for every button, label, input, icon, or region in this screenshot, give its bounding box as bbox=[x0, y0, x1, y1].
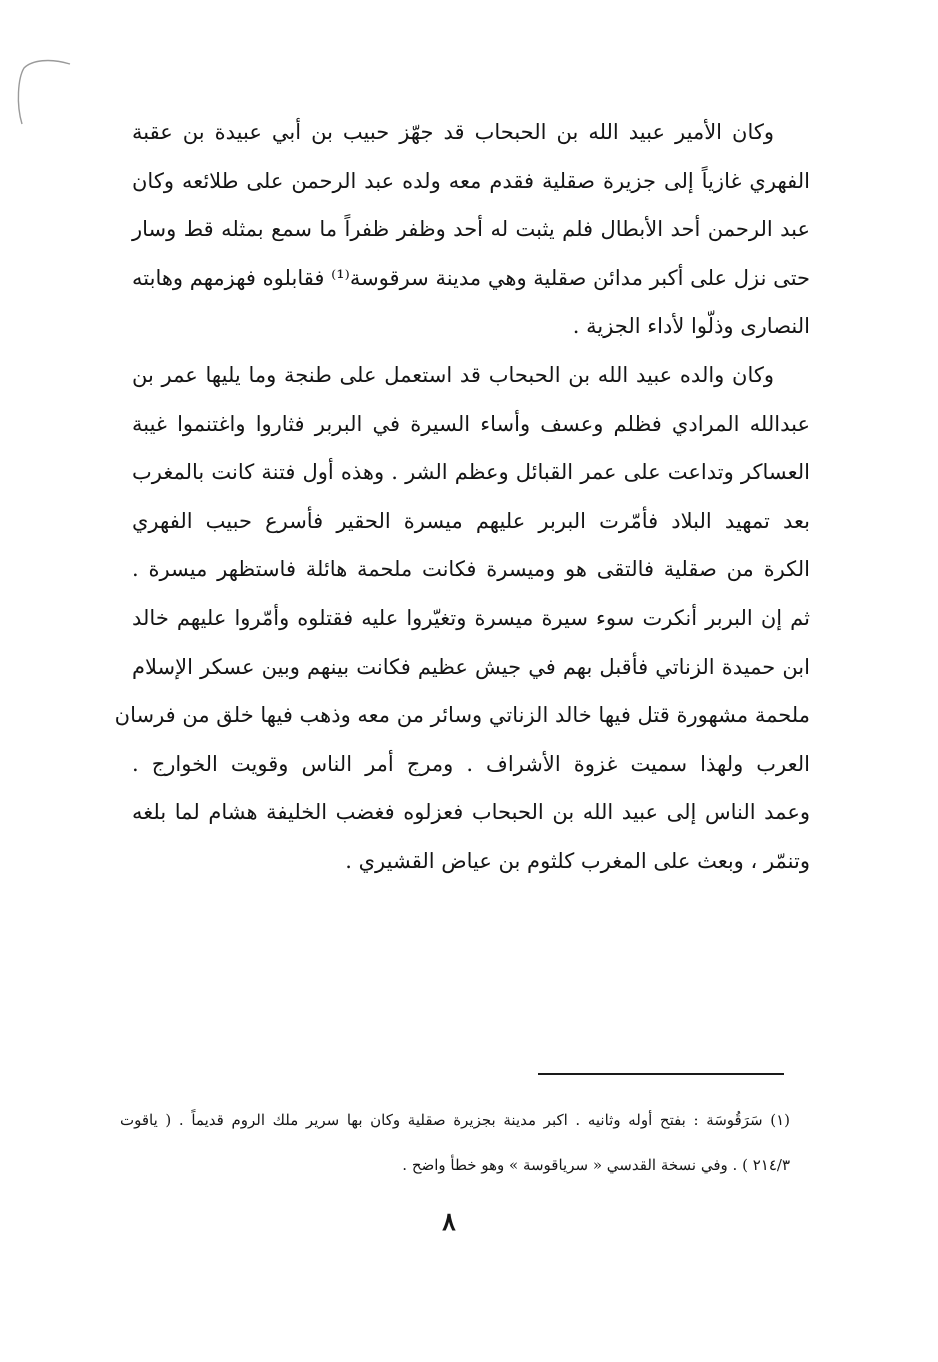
text-line: العرب ولهذا سميت غزوة الأشراف . ومرج أمر الناس وقويت الخوارج . bbox=[132, 751, 810, 776]
footnote-line: ٢١٤/٣ ) . وفي نسخة القدسي « سرياقوسة » وهو خطأ واضح . bbox=[402, 1156, 790, 1174]
text-line: ابن حميدة الزناتي فأقبل بهم في جيش عظيم فكانت بينهم وبين عسكر الإسلام bbox=[132, 654, 810, 679]
text-line: الفهري غازياً إلى جزيرة صقلية فقدم معه ولده عبد الرحمن على طلائعه وكان bbox=[132, 168, 810, 193]
text-line: ثم إن البربر أنكرت سوء سيرة ميسرة وتغيّروا عليه فقتلوه وأمّروا عليهم خالد bbox=[132, 605, 810, 630]
page-edge-mark bbox=[14, 56, 74, 126]
text-line: حتى نزل على أكبر مدائن صقلية وهي مدينة سرقوسة⁽¹⁾ فقابلوه فهزمهم وهابته bbox=[132, 265, 811, 290]
text-line: النصارى وذلّوا لأداء الجزية . bbox=[572, 314, 810, 339]
text-line: بعد تمهيد البلاد فأمّرت البربر عليهم ميسرة الحقير فأسرع حبيب الفهري bbox=[132, 508, 810, 533]
body-text bbox=[114, 108, 811, 886]
footnote-divider bbox=[538, 1073, 784, 1075]
text-line: العساكر وتداعت على عمر القبائل وعظم الشر . وهذه أول فتنة كانت بالمغرب bbox=[132, 460, 810, 485]
text-line: وكان والده عبيد الله بن الحبحاب قد استعمل على طنجة وما يليها عمر بن bbox=[132, 362, 774, 387]
text-line: وعمد الناس إلى عبيد الله بن الحبحاب فعزلوه فغضب الخليفة هشام لما بلغه bbox=[132, 800, 810, 825]
text-line: الكرة من صقلية فالتقى هو وميسرة فكانت ملحمة هائلة فاستظهر ميسرة . bbox=[132, 557, 810, 582]
text-line: وتنمّر ، وبعث على المغرب كلثوم بن عياض القشيري . bbox=[345, 848, 810, 873]
text-line: عبدالله المرادي فظلم وعسف وأساء السيرة في البربر فثاروا واغتنموا غيبة bbox=[132, 411, 810, 436]
footnote-line: (١) سَرَقُوسَة : بفتح أوله وثانيه . اكبر مدينة بجزيرة صقلية وكان بها سرير ملك الروم قديماً . ( ياقوت bbox=[120, 1111, 790, 1129]
text-line: ملحمة مشهورة قتل فيها خالد الزناتي وسائر من معه وذهب فيها خلق من فرسان bbox=[114, 703, 810, 728]
footnotes bbox=[120, 1098, 790, 1188]
text-line: عبد الرحمن أحد الأبطال فلم يثبت له أحد وظفر ظفراً ما سمع بمثله قط وسار bbox=[132, 217, 810, 242]
page-number: ٨ bbox=[442, 1207, 456, 1236]
text-line: وكان الأمير عبيد الله بن الحبحاب قد جهّز حبيب بن أبي عبيدة بن عقبة bbox=[132, 120, 774, 144]
